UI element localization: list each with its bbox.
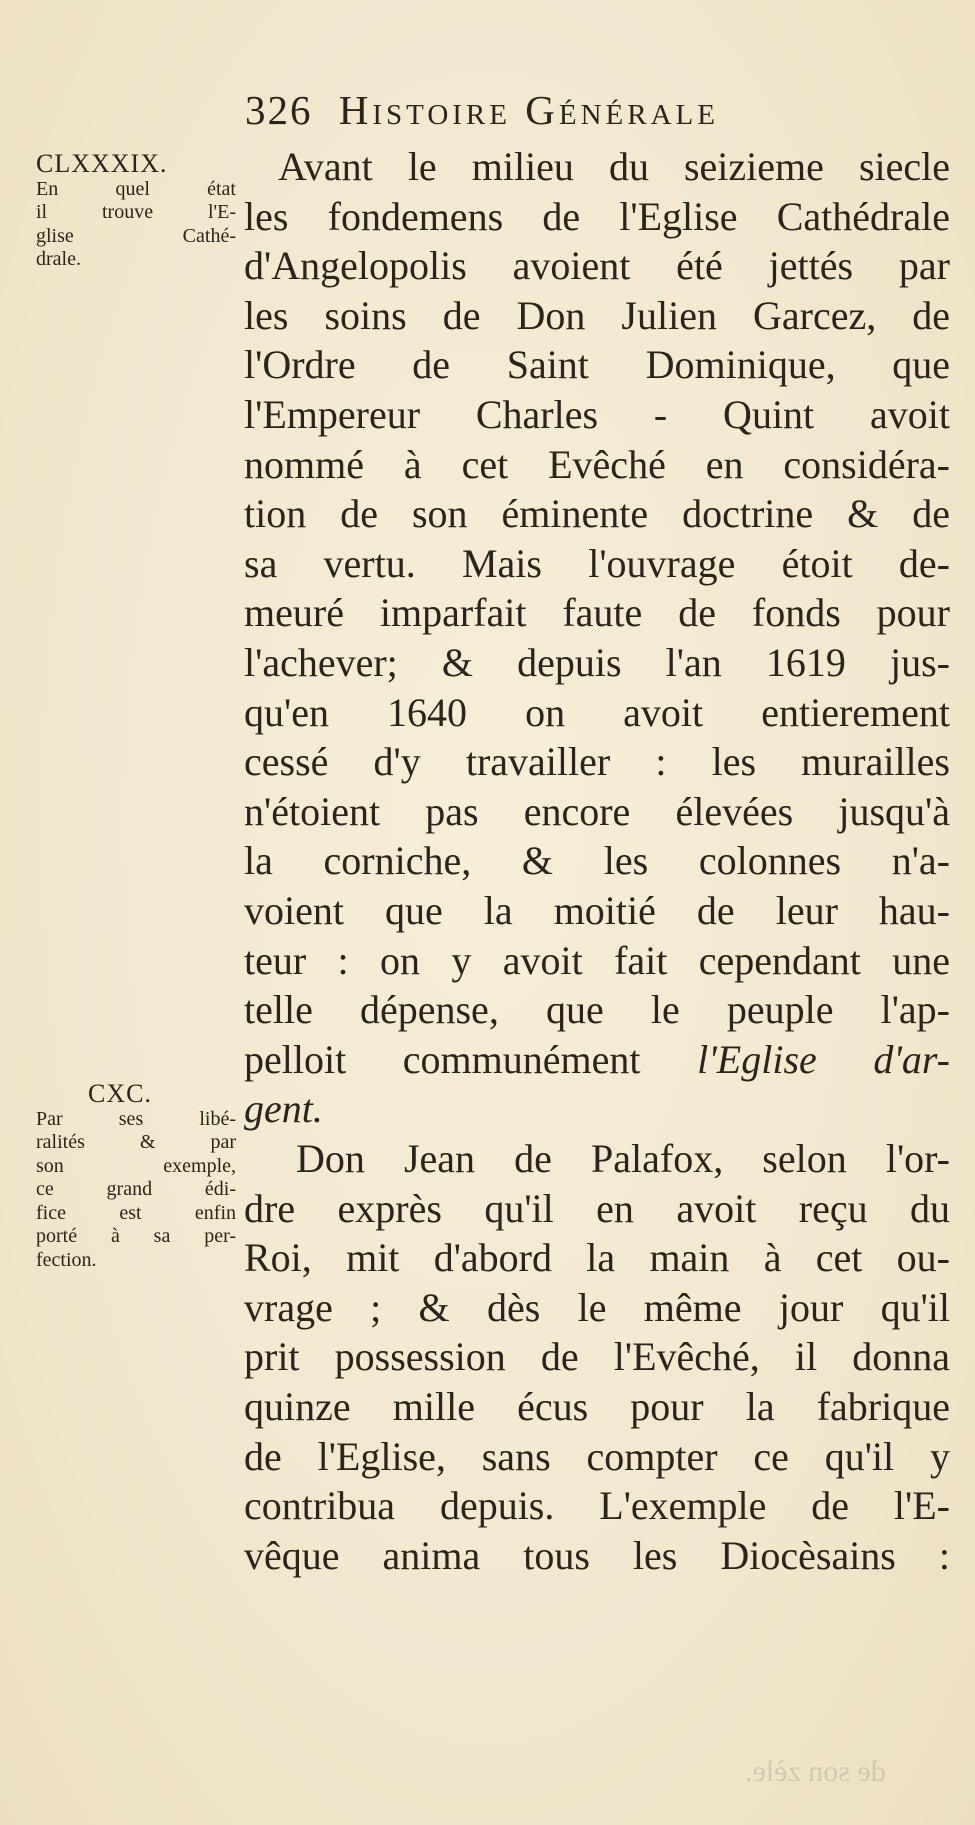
margin-note-line: fice est enfin: [36, 1201, 236, 1224]
text-line: les soins de Don Julien Garcez, de: [244, 292, 950, 338]
margin-note-line: il trouve l'E-: [36, 201, 236, 223]
text-line: d'Angelopolis avoient été jettés par: [244, 243, 950, 289]
text-line: sa vertu. Mais l'ouvrage étoit de-: [244, 540, 950, 586]
running-header: [245, 86, 935, 138]
margin-note-line: Par ses libé-: [36, 1107, 236, 1130]
text-line: vrage ; & dès le même jour qu'il: [244, 1284, 950, 1330]
text-line: n'étoient pas encore élevées jusqu'à: [244, 788, 950, 834]
bleed-through-text: de son zèle.: [745, 1755, 886, 1788]
paragraph-cxc: [244, 1134, 950, 1580]
text-line: vêque anima tous les Diocèsains :: [244, 1532, 950, 1578]
text-line: quinze mille écus pour la fabrique: [244, 1383, 950, 1429]
text-line: qu'en 1640 on avoit entierement: [244, 689, 950, 735]
text-line: dre exprès qu'il en avoit reçu du: [244, 1185, 950, 1231]
text-line: tion de son éminente doctrine & de: [244, 491, 950, 537]
text-line: les fondemens de l'Eglise Cathédrale: [244, 193, 950, 239]
margin-note-cxc: [36, 1079, 236, 1272]
text-line: cessé d'y travailler : les murailles: [244, 739, 950, 785]
italic-title: l'Eglise d'ar-: [697, 1036, 950, 1082]
margin-note-line: fection.: [36, 1248, 97, 1271]
text-line: Avant le milieu du seizieme siecle: [278, 144, 950, 189]
margin-note-line: porté à sa per-: [36, 1225, 236, 1247]
text-line: teur : on y avoit fait cependant une: [244, 937, 950, 983]
text-line: nommé à cet Evêché en considéra-: [244, 441, 950, 487]
text-line: Roi, mit d'abord la main à cet ou-: [244, 1235, 950, 1281]
margin-note-line: ce grand édi-: [36, 1178, 236, 1200]
margin-note-line: drale.: [36, 248, 81, 270]
text-line: voient que la moitié de leur hau-: [244, 887, 950, 933]
text-run: pelloit communément: [244, 1036, 641, 1082]
section-number: CLXXXIX.: [36, 149, 168, 178]
text-line: l'Empereur Charles - Quint avoit: [244, 391, 950, 437]
margin-note-line: glise Cathé-: [36, 224, 236, 247]
text-line: la corniche, & les colonnes n'a-: [244, 838, 950, 884]
margin-note-line: En quel état: [36, 177, 236, 200]
margin-note-clxxxix: [36, 149, 236, 272]
text-line: de l'Eglise, sans compter ce qu'il y: [244, 1433, 950, 1479]
text-line: prit possession de l'Evêché, il donna: [244, 1334, 950, 1380]
text-line: telle dépense, que le peuple l'ap-: [244, 987, 950, 1033]
text-line: Don Jean de Palafox, selon l'or-: [296, 1136, 950, 1181]
page-number: 326: [245, 87, 313, 133]
text-line: meuré imparfait faute de fonds pour: [244, 590, 950, 636]
text-line: l'Ordre de Saint Dominique, que: [244, 342, 950, 388]
paragraph-clxxxix: [244, 142, 950, 1134]
text-line: [244, 1035, 950, 1085]
text-line: l'achever; & depuis l'an 1619 jus-: [244, 639, 950, 685]
text-line: [244, 1084, 950, 1134]
section-number: CXC.: [88, 1079, 152, 1108]
margin-note-line: ralités & par: [36, 1131, 236, 1153]
margin-note-line: son exemple,: [36, 1154, 236, 1177]
italic-title-end: gent.: [244, 1086, 323, 1132]
text-line: contribua depuis. L'exemple de l'E-: [244, 1483, 950, 1529]
running-title: Histoire Générale: [338, 87, 719, 133]
